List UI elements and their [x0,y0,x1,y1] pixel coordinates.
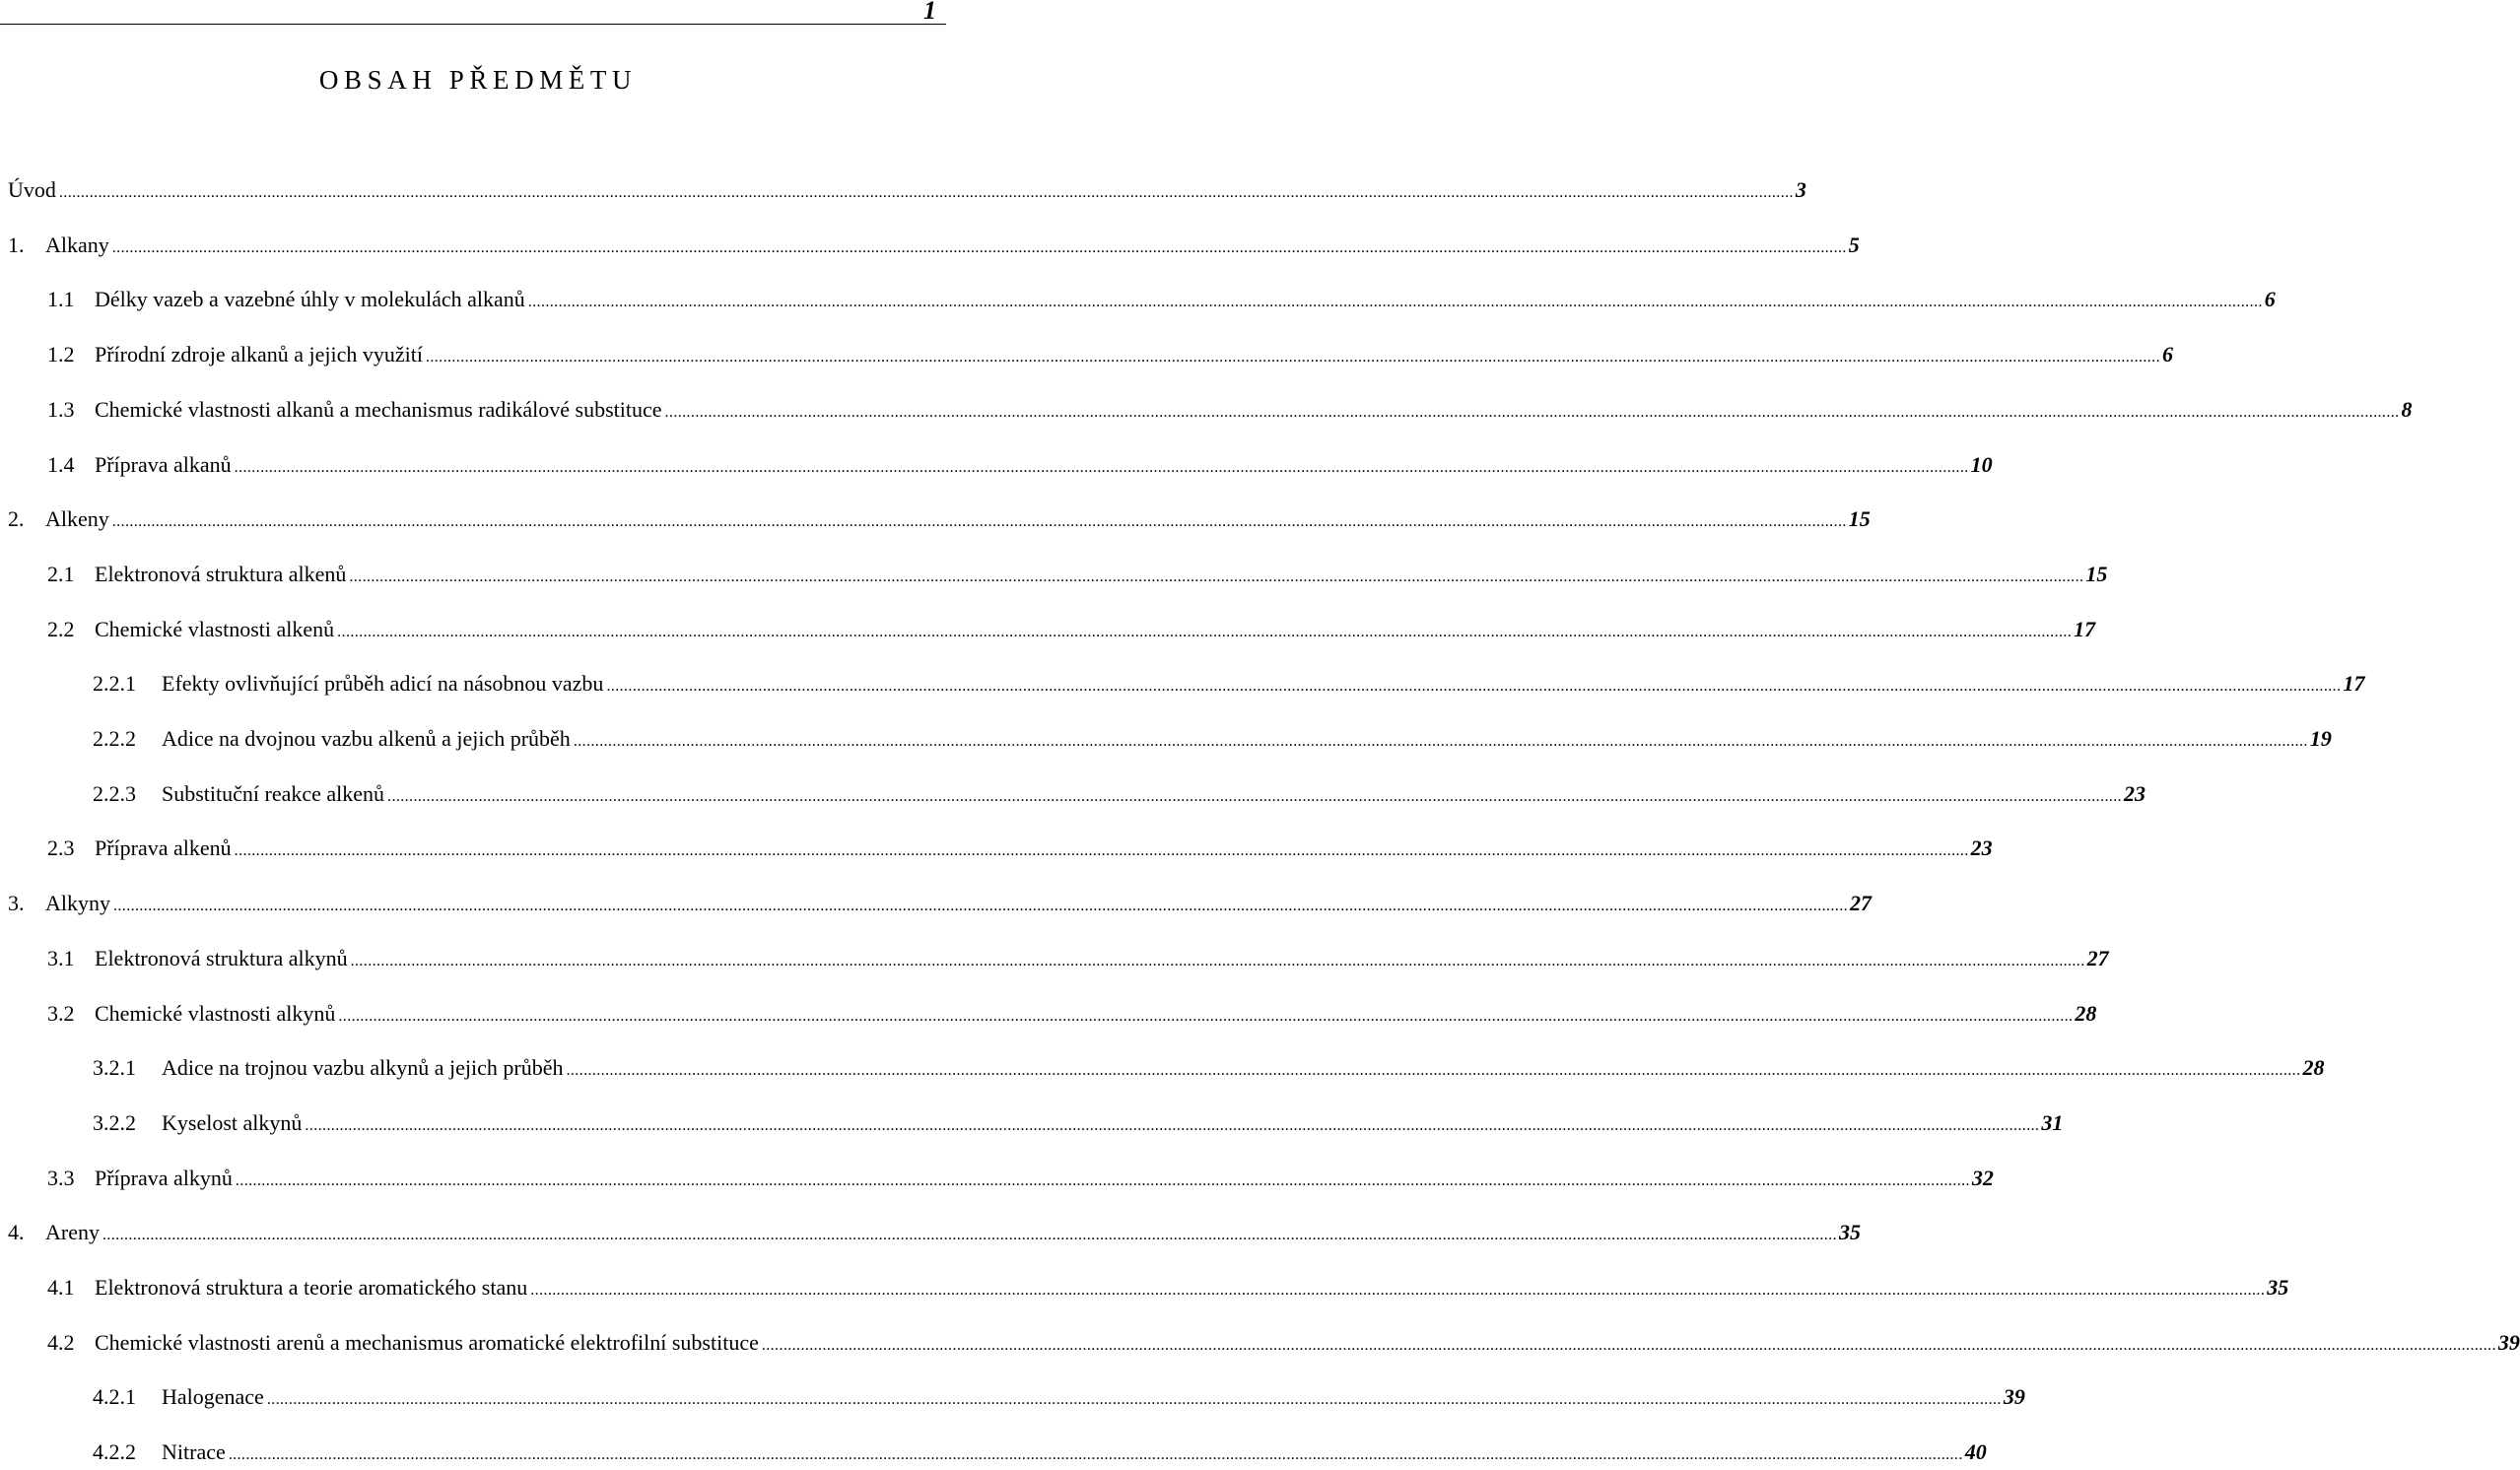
header-rule [0,24,946,25]
toc-leader-dots: ................................................................................................................................................................................................................................................................................................................................................................................................................ [573,733,2308,750]
page-number: 1 [923,0,936,25]
toc-entry-number: 2.2.3 [93,780,136,806]
toc-leader-dots: ................................................................................................................................................................................................................................................................................................................................................................................................................ [337,623,2073,640]
toc-entry-title: Areny [45,1220,100,1245]
toc-entry-title: Příprava alkenů [95,835,232,861]
toc-entry-title: Chemické vlastnosti alkynů [95,1000,336,1026]
toc-entry-page: 35 [1838,1220,1861,1245]
toc-entry[interactable] [93,1053,2325,1083]
toc-entry-number: 2.2 [47,616,75,641]
toc-entry-number: 2.3 [47,835,75,861]
toc-entry-page: 17 [2343,671,2365,697]
toc-entry-title: Příprava alkanů [95,451,232,477]
toc-entry-page: 23 [1970,835,1993,861]
toc-entry-number: 3.2.1 [93,1055,136,1081]
toc-entry-title: Elektronová struktura alkynů [95,945,348,970]
toc-leader-dots: ................................................................................................................................................................................................................................................................................................................................................................................................................ [111,513,1847,531]
toc-entry-title: Elektronová struktura a teorie aromatického stanu [95,1275,528,1300]
toc-entry-number: 2.2.1 [93,671,136,697]
toc-leader-dots: ................................................................................................................................................................................................................................................................................................................................................................................................................ [234,458,1969,476]
toc-entry[interactable] [93,1437,1987,1467]
toc-entry-page: 23 [2124,780,2146,806]
toc-entry-number: 4. [8,1220,25,1245]
toc-entry-number: 1.3 [47,396,75,422]
toc-leader-dots: ................................................................................................................................................................................................................................................................................................................................................................................................................ [425,349,2160,367]
toc-entry-title: Příprava alkynů [95,1165,233,1190]
toc-entry-page: 32 [1971,1165,1994,1190]
toc-entry-number: 3.3 [47,1165,75,1190]
toc-entry-page: 35 [2267,1275,2289,1300]
toc-entry-title: Úvod [8,177,56,202]
toc-entry-number: 2. [8,506,25,532]
toc-entry-page: 17 [2074,616,2096,641]
toc-leader-dots: ................................................................................................................................................................................................................................................................................................................................................................................................................ [235,1171,1970,1189]
toc-entry[interactable] [47,1328,2520,1358]
toc-entry-number: 1.1 [47,287,75,312]
toc-entry[interactable] [93,1382,2025,1412]
toc-entry[interactable] [8,175,1806,205]
toc-entry-number: 1.2 [47,342,75,368]
toc-entry-title: Kyselost alkynů [162,1109,303,1135]
toc-leader-dots: ................................................................................................................................................................................................................................................................................................................................................................................................................ [761,1336,2496,1354]
toc-entry-page: 39 [2497,1329,2520,1355]
toc-entry-title: Chemické vlastnosti alkanů a mechanismus radikálové substituce [95,396,662,422]
toc-entry[interactable] [47,1164,1994,1193]
toc-entry-number: 1.4 [47,451,75,477]
toc-leader-dots: ................................................................................................................................................................................................................................................................................................................................................................................................................ [305,1116,2040,1134]
toc-leader-dots: ................................................................................................................................................................................................................................................................................................................................................................................................................ [111,238,1847,256]
toc-leader-dots: ................................................................................................................................................................................................................................................................................................................................................................................................................ [228,1446,1963,1464]
toc-leader-dots: ................................................................................................................................................................................................................................................................................................................................................................................................................ [527,294,2263,311]
toc-entry-page: 6 [2161,342,2173,368]
toc-entry-title: Adice na trojnou vazbu alkynů a jejich průběh [162,1055,564,1081]
toc-entry[interactable] [93,724,2332,754]
toc-entry[interactable] [93,1108,2064,1138]
toc-entry-page: 3 [1795,177,1806,202]
toc-entry-page: 15 [2085,561,2108,586]
toc-entry-title: Přírodní zdroje alkanů a jejich využití [95,342,423,368]
toc-entry-title: Chemické vlastnosti alkenů [95,616,335,641]
toc-entry[interactable] [47,340,2173,369]
toc-entry-number: 2.2.2 [93,726,136,751]
toc-leader-dots: ................................................................................................................................................................................................................................................................................................................................................................................................................ [266,1391,2002,1409]
toc-entry[interactable] [47,615,2096,644]
toc-entry-page: 27 [2086,945,2109,970]
toc-entry-number: 4.2 [47,1329,75,1355]
toc-leader-dots: ................................................................................................................................................................................................................................................................................................................................................................................................................ [113,898,1848,915]
toc-leader-dots: ................................................................................................................................................................................................................................................................................................................................................................................................................ [58,184,1794,201]
toc-entry-page: 10 [1970,451,1993,477]
toc-entry-number: 4.2.1 [93,1384,136,1410]
toc-entry[interactable] [8,504,1871,534]
toc-entry-title: Substituční reakce alkenů [162,780,385,806]
toc-leader-dots: ................................................................................................................................................................................................................................................................................................................................................................................................................ [530,1282,2266,1299]
toc-entry[interactable] [93,779,2146,809]
toc-entry[interactable] [47,560,2108,589]
toc-entry-page: 31 [2041,1109,2064,1135]
toc-leader-dots: ................................................................................................................................................................................................................................................................................................................................................................................................................ [102,1227,1837,1244]
toc-entry-number: 3.1 [47,945,75,970]
toc-entry-page: 28 [2075,1000,2097,1026]
toc-entry-number: 3.2.2 [93,1109,136,1135]
toc-entry-title: Alkyny [45,891,110,916]
toc-entry-title: Efekty ovlivňující průběh adicí na násobnou vazbu [162,671,604,697]
toc-leader-dots: ................................................................................................................................................................................................................................................................................................................................................................................................................ [234,842,1969,860]
toc-entry-number: 2.1 [47,561,75,586]
toc-entry[interactable] [47,285,2276,314]
toc-entry[interactable] [47,395,2413,425]
toc-leader-dots: ................................................................................................................................................................................................................................................................................................................................................................................................................ [566,1062,2301,1080]
toc-entry[interactable] [93,669,2365,699]
toc-entry-title: Adice na dvojnou vazbu alkenů a jejich průběh [162,726,571,751]
toc-entry-page: 40 [1964,1439,1987,1465]
toc-entry-title: Alkany [45,232,109,257]
toc-leader-dots: ................................................................................................................................................................................................................................................................................................................................................................................................................ [350,952,2085,969]
toc-entry-title: Chemické vlastnosti arenů a mechanismus aromatické elektrofilní substituce [95,1329,759,1355]
toc-leader-dots: ................................................................................................................................................................................................................................................................................................................................................................................................................ [606,678,2342,696]
toc-entry-title: Elektronová struktura alkenů [95,561,347,586]
toc-entry-title: Halogenace [162,1384,264,1410]
toc-entry-page: 39 [2003,1384,2025,1410]
toc-entry-page: 8 [2401,396,2413,422]
toc-entry-page: 6 [2264,287,2276,312]
toc-entry-page: 27 [1850,891,1872,916]
toc-entry-title: Alkeny [45,506,109,532]
toc-entry-number: 3.2 [47,1000,75,1026]
toc-leader-dots: ................................................................................................................................................................................................................................................................................................................................................................................................................ [387,787,2123,805]
toc-leader-dots: ................................................................................................................................................................................................................................................................................................................................................................................................................ [349,568,2084,585]
toc-entry[interactable] [47,1273,2289,1303]
toc-entry-page: 15 [1848,506,1871,532]
toc-entry-number: 4.1 [47,1275,75,1300]
toc-entry[interactable] [8,231,1860,260]
toc-leader-dots: ................................................................................................................................................................................................................................................................................................................................................................................................................ [664,403,2400,421]
page-title: OBSAH PŘEDMĚTU [318,65,638,95]
toc-entry-number: 3. [8,891,25,916]
toc-entry-page: 5 [1848,232,1860,257]
toc-entry-title: Nitrace [162,1439,226,1465]
toc-entry[interactable] [8,889,1872,918]
toc-entry[interactable] [8,1218,1861,1247]
toc-entry-number: 1. [8,232,25,257]
toc-entry-page: 19 [2309,726,2332,751]
toc-entry-title: Délky vazeb a vazebné úhly v molekulách alkanů [95,287,525,312]
toc-entry[interactable] [47,450,1993,480]
toc-entry-number: 4.2.2 [93,1439,136,1465]
toc-entry[interactable] [47,999,2097,1029]
toc-entry[interactable] [47,944,2109,973]
toc-entry-page: 28 [2302,1055,2325,1081]
toc-leader-dots: ................................................................................................................................................................................................................................................................................................................................................................................................................ [338,1007,2074,1025]
toc-entry[interactable] [47,834,1993,863]
